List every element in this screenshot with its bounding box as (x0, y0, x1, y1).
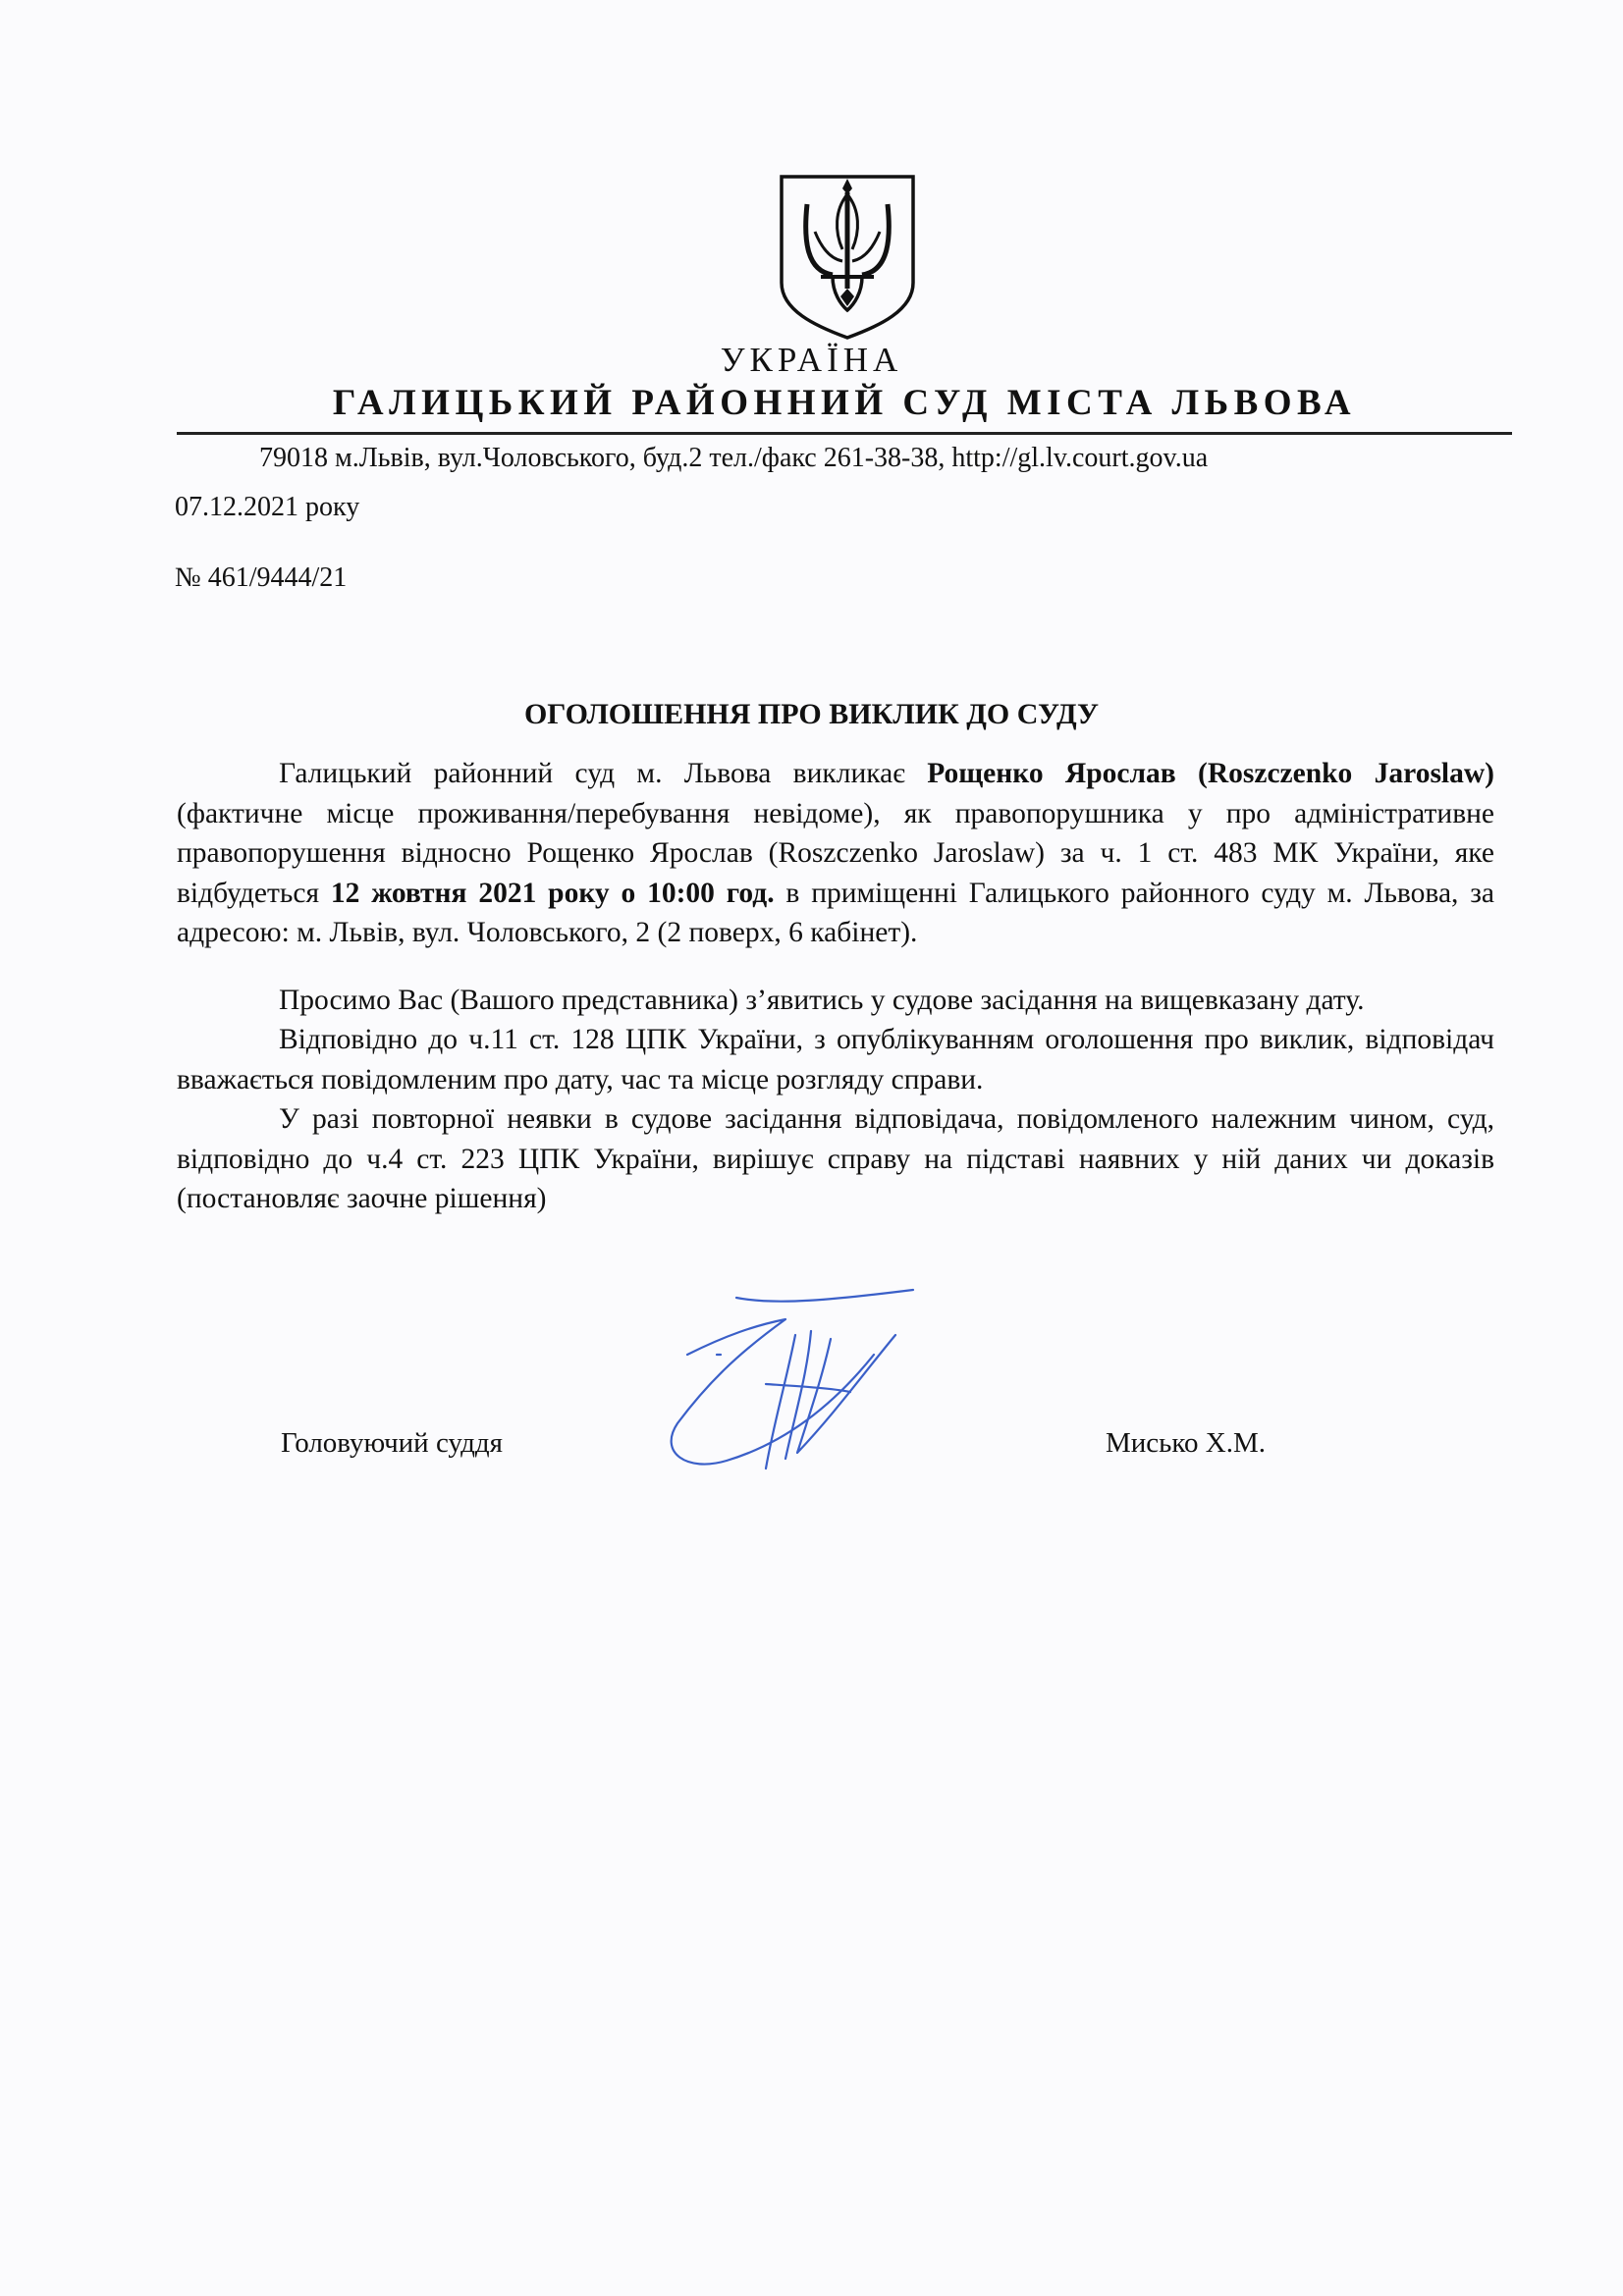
case-number: № 461/9444/21 (175, 562, 348, 593)
document-title: ОГОЛОШЕННЯ ПРО ВИКЛИК ДО СУДУ (523, 698, 1100, 730)
signature-icon (648, 1276, 943, 1502)
paragraph-summons (177, 754, 1494, 953)
paragraph-default-judgment: У разі повторної неявки в судове засідання відповідача, повідомленого належним чином, суд, відповідно до ч.4 ст. 223 ЦПК України, вирішує справу на підставі наявних у ній даних чи доказів (постановляє заочне рішення) (177, 1103, 1494, 1214)
judge-name: Мисько Х.М. (1106, 1427, 1266, 1459)
document-date: 07.12.2021 року (175, 492, 360, 522)
defendant-name: Рощенко Ярослав (Roszczenko Jaroslaw) (927, 758, 1494, 789)
court-address: 79018 м.Львів, вул.Чоловського, буд.2 тел./факс 261-38-38, http://gl.lv.court.gov.ua (259, 443, 1209, 473)
hearing-datetime: 12 жовтня 2021 року о 10:00 год. (330, 877, 775, 909)
judge-role: Головуючий суддя (281, 1427, 503, 1459)
document-body (177, 754, 1494, 1219)
coat-of-arms-icon (778, 173, 917, 342)
paragraph-request: Просимо Вас (Вашого представника) з’явитись у судове засідання на вищевказану дату. (279, 984, 1365, 1016)
country-name: УКРАЇНА (720, 341, 903, 379)
court-name: ГАЛИЦЬКИЙ РАЙОННИЙ СУД МІСТА ЛЬВОВА (332, 383, 1357, 423)
summons-text-end: в приміщенні Галицького районного суду м. Львова, за адресою: м. Львів, вул. Чоловського, 2 (2 поверх, 6 кабінет). (177, 877, 1494, 948)
summons-text-middle: (фактичне місце проживання/перебування невідоме), як правопорушника у про адміністративне правопорушення відносно Рощенко Ярослав (Roszczenko Jaroslaw) за ч. 1 ст. 483 МК України, яке відбудеться (177, 797, 1494, 909)
paragraph-notice: Відповідно до ч.11 ст. 128 ЦПК України, з опублікуванням оголошення про виклик, відповідач вважається повідомленим про дату, час та місце розгляду справи. (177, 1024, 1494, 1095)
header-divider (177, 432, 1512, 435)
summons-text-start: Галицький районний суд м. Львова викликає (279, 758, 928, 789)
